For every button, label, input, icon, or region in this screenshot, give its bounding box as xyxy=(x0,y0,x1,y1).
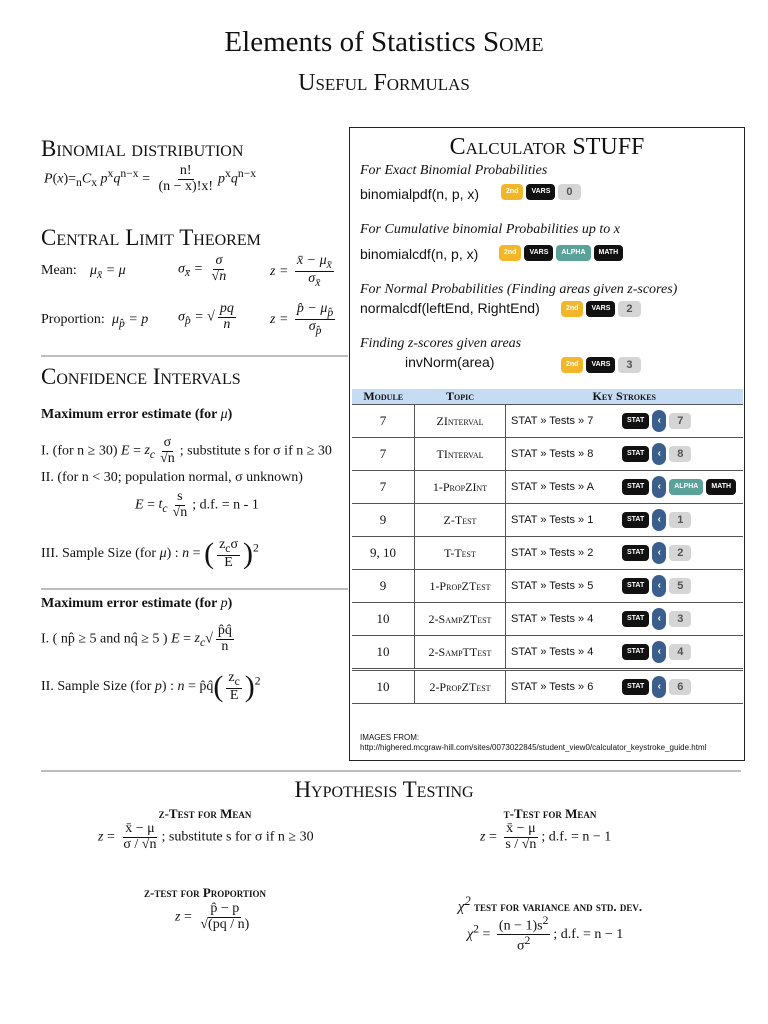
clt-z-formula: z = $\frac{x̄ - \mu_{x̄}}{\sigma_{x̄}}$ xyxy=(270,253,332,289)
ci-item2: II. (for n < 30; population normal, σ unknown) xyxy=(41,470,303,485)
page-title: Elements of Statistics Some xyxy=(224,26,544,58)
key-vars: VARS xyxy=(586,357,615,373)
page-subtitle: Useful Formulas xyxy=(298,70,470,96)
key-3: 3 xyxy=(618,357,640,373)
cell-keys xyxy=(506,471,744,504)
table-row xyxy=(352,504,743,537)
key-number: 6 xyxy=(669,679,691,695)
calc-caption-1: For Exact Binomial Probabilities xyxy=(360,163,548,178)
left-arrow-key-icon: ‹ xyxy=(652,542,666,564)
table-row xyxy=(352,603,743,636)
table-row xyxy=(352,537,743,570)
col-topic: Topic xyxy=(415,389,506,405)
key-vars: VARS xyxy=(524,245,553,261)
cell-keys xyxy=(506,670,744,704)
binomial-heading: Binomial distribution xyxy=(41,136,244,161)
z-test-proportion-formula: z = $\frac{p̂ - p}{√(pq / n)}$ xyxy=(175,901,250,932)
key-stat: STAT xyxy=(622,512,649,528)
calc-caption-2: For Cumulative binomial Probabilities up to x xyxy=(360,222,621,237)
calc-command-2: binomialcdf(n, p, x) xyxy=(360,246,479,262)
calc-keys-2 xyxy=(496,244,623,262)
z-test-mean-heading: z-Test for Mean xyxy=(158,806,252,821)
key-alpha: ALPHA xyxy=(669,479,703,495)
cell-path: STAT » Tests » 1 xyxy=(511,513,594,526)
calc-caption-4: Finding z-scores given areas xyxy=(360,336,522,351)
calc-keys-4 xyxy=(558,356,641,374)
cell-module: 7 xyxy=(352,438,415,471)
ci-p-heading: Maximum error estimate (for p) xyxy=(41,596,233,611)
key-vars: VARS xyxy=(526,184,555,200)
clt-mean-label: Mean: xyxy=(41,263,77,278)
cell-module: 7 xyxy=(352,405,415,438)
cell-module: 9 xyxy=(352,570,415,603)
clt-proportion-label: Proportion: xyxy=(41,312,105,327)
cell-keys xyxy=(506,603,744,636)
table-row xyxy=(352,636,743,670)
calc-command-1: binomialpdf(n, p, x) xyxy=(360,186,480,202)
clt-prop-z: z = $\frac{p̂ - \mu_{p̂}}{\sigma_{p̂}}$ xyxy=(270,301,334,337)
cell-topic: ZInterval xyxy=(415,405,506,438)
table-row xyxy=(352,670,743,704)
ci-item2-formula: $E = t_c$ $\frac{s}{√n}$ ; d.f. = n - 1 xyxy=(135,489,259,520)
left-arrow-key-icon: ‹ xyxy=(652,509,666,531)
key-stat: STAT xyxy=(622,644,649,660)
key-2nd: 2nd xyxy=(499,245,521,261)
key-2: 2 xyxy=(618,301,640,317)
cell-module: 7 xyxy=(352,471,415,504)
z-test-proportion-heading: z-test for Proportion xyxy=(144,885,266,900)
key-number: 7 xyxy=(669,413,691,429)
chi-square-heading: $\chi^2$ test for variance and std. dev. xyxy=(457,894,643,915)
key-stat: STAT xyxy=(622,611,649,627)
keystroke-table xyxy=(352,389,743,704)
key-2nd: 2nd xyxy=(501,184,523,200)
cell-topic: T-Test xyxy=(415,537,506,570)
cell-topic: 2-SampZTest xyxy=(415,603,506,636)
key-number: 3 xyxy=(669,611,691,627)
clt-mean-formula: $\mu_{x̄} = \mu$ xyxy=(90,263,126,281)
cell-topic: 1-PropZInt xyxy=(415,471,506,504)
cell-path: STAT » Tests » 2 xyxy=(511,546,594,559)
ci-heading: Confidence Intervals xyxy=(41,364,241,389)
ci-item1: I. (for n ≥ 30) $E = z_c$ $\frac{\sigma}{√n}$ ; substitute s for σ if n ≥ 30 xyxy=(41,435,332,466)
chi-square-formula: $\chi^2$ = $\frac{(n - 1)s^2}{\sigma^2}$ ; d.f. = n − 1 xyxy=(467,914,624,954)
key-stat: STAT xyxy=(622,679,649,695)
cell-keys xyxy=(506,438,744,471)
divider xyxy=(41,588,348,590)
cell-path: STAT » Tests » 5 xyxy=(511,579,594,592)
key-number: 1 xyxy=(669,512,691,528)
left-arrow-key-icon: ‹ xyxy=(652,608,666,630)
cell-keys xyxy=(506,636,744,670)
col-module: Module xyxy=(352,389,415,405)
calc-command-3: normalcdf(leftEnd, RightEnd) xyxy=(360,300,540,316)
left-arrow-key-icon: ‹ xyxy=(652,410,666,432)
key-number: 8 xyxy=(669,446,691,462)
key-stat: STAT xyxy=(622,479,649,495)
table-row xyxy=(352,471,743,504)
key-stat: STAT xyxy=(622,446,649,462)
cell-path: STAT » Tests » 4 xyxy=(511,645,594,658)
t-test-mean-formula: z = $\frac{x̄ - \mu}{s / √n}$ ; d.f. = n − 1 xyxy=(480,821,612,852)
key-stat: STAT xyxy=(622,413,649,429)
key-stat: STAT xyxy=(622,545,649,561)
clt-prop-mean: $\mu_{p̂} = p$ xyxy=(112,312,149,330)
clt-sigma-formula: $\sigma_{x̄}$ = $\frac{\sigma}{√n}$ xyxy=(178,253,227,284)
ci-mu-heading: Maximum error estimate (for μ) xyxy=(41,407,233,422)
key-vars: VARS xyxy=(586,301,615,317)
calc-keys-3 xyxy=(558,300,641,318)
binomial-formula: $P(x)=_nC_x$ $p^xq^{n-x}$ = $\frac{n!}{(n - x)!x!}$ $p^xq^{n-x}$ xyxy=(44,163,257,194)
cell-path: STAT » Tests » 7 xyxy=(511,414,594,427)
cell-keys xyxy=(506,504,744,537)
cell-keys xyxy=(506,570,744,603)
divider xyxy=(41,770,741,772)
hypothesis-heading: Hypothesis Testing xyxy=(294,777,474,802)
cell-topic: 1-PropZTest xyxy=(415,570,506,603)
cell-module: 9, 10 xyxy=(352,537,415,570)
z-test-mean-formula: z = $\frac{x̄ - \mu}{\sigma / √n}$ ; substitute s for σ if n ≥ 30 xyxy=(98,821,314,852)
key-stat: STAT xyxy=(622,578,649,594)
t-test-mean-heading: t-Test for Mean xyxy=(503,806,597,821)
cell-module: 10 xyxy=(352,636,415,670)
cell-path: STAT » Tests » 6 xyxy=(511,680,594,693)
left-arrow-key-icon: ‹ xyxy=(652,676,666,698)
col-key-strokes: Key Strokes xyxy=(506,389,744,405)
cell-keys xyxy=(506,405,744,438)
calc-caption-3: For Normal Probabilities (Finding areas given z-scores) xyxy=(360,282,678,297)
cell-module: 9 xyxy=(352,504,415,537)
cell-module: 10 xyxy=(352,670,415,704)
ci-p-item1: I. ( np̂ ≥ 5 and nq̂ ≥ 5 ) $E = z_c√$ $\frac{p̂q̂}{n}$ xyxy=(41,623,232,654)
key-2nd: 2nd xyxy=(561,301,583,317)
cell-keys xyxy=(506,537,744,570)
table-row xyxy=(352,405,743,438)
cell-module: 10 xyxy=(352,603,415,636)
cell-path: STAT » Tests » 8 xyxy=(511,447,594,460)
cell-topic: 2-PropZTest xyxy=(415,670,506,704)
key-math: MATH xyxy=(706,479,736,495)
clt-heading: Central Limit Theorem xyxy=(41,225,261,250)
key-alpha: ALPHA xyxy=(556,245,590,261)
divider xyxy=(41,355,348,357)
key-math: MATH xyxy=(594,245,624,261)
cell-path: STAT » Tests » A xyxy=(511,480,594,493)
table-row xyxy=(352,438,743,471)
credit-url[interactable]: http://highered.mcgraw-hill.com/sites/0073022845/student_view0/calculator_keystroke_guide.html xyxy=(360,743,707,752)
calc-title: Calculator STUFF xyxy=(449,134,645,160)
key-0: 0 xyxy=(558,184,580,200)
left-arrow-key-icon: ‹ xyxy=(652,641,666,663)
left-arrow-key-icon: ‹ xyxy=(652,443,666,465)
table-row xyxy=(352,570,743,603)
ci-p-item2: II. Sample Size (for p) : n = p̂q̂( $\frac{z_c}{E}$ )$^2$ xyxy=(41,669,261,703)
credit-label: IMAGES FROM: xyxy=(360,733,420,742)
clt-prop-sigma: $\sigma_{p̂}$ = √ $\frac{pq}{n}$ xyxy=(178,301,234,332)
left-arrow-key-icon: ‹ xyxy=(652,476,666,498)
cell-topic: TInterval xyxy=(415,438,506,471)
key-number: 2 xyxy=(669,545,691,561)
cell-topic: 2-SampTTest xyxy=(415,636,506,670)
key-2nd: 2nd xyxy=(561,357,583,373)
calc-command-4: invNorm(area) xyxy=(405,354,495,370)
key-number: 4 xyxy=(669,644,691,660)
key-number: 5 xyxy=(669,578,691,594)
cell-path: STAT » Tests » 4 xyxy=(511,612,594,625)
table-header-row xyxy=(352,389,743,405)
cell-topic: Z-Test xyxy=(415,504,506,537)
left-arrow-key-icon: ‹ xyxy=(652,575,666,597)
ci-item3: III. Sample Size (for μ) : n = ( $\frac{z_c\sigma}{E}$ )$^2$ xyxy=(41,536,259,570)
calc-keys-1 xyxy=(498,183,581,201)
